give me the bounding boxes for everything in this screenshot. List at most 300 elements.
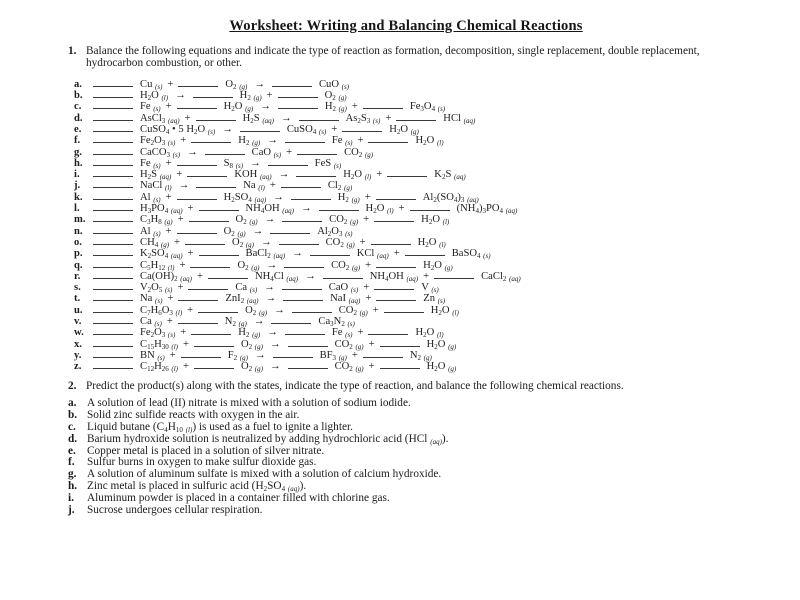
state-label: (s) [167,331,176,340]
plus-operator: + [165,101,172,113]
state-label: (aq) [463,116,476,125]
state-label: (s) [483,252,491,261]
reaction-arrow: → [260,101,271,113]
chemical-formula: CaCO$_3$ (s) [140,146,181,159]
answer-blank [196,185,236,188]
state-label: (s) [167,139,176,148]
chemical-formula: $CO_2$ (g) [344,146,374,159]
predict-item-label: d. [68,432,78,445]
chemical-formula: Cu (s) [140,78,163,91]
state-label: (s) [153,105,161,114]
chemical-formula: $H_2O$ (l) [417,236,446,249]
state-label: (s) [155,297,163,306]
chemical-formula: $Fe_2O_3$ (s) [140,135,176,148]
answer-blank [288,366,328,369]
reaction-arrow: → [269,361,281,373]
chemical-formula: $O_2$ (g) [245,304,268,317]
answer-blank [282,219,322,222]
equation-row [68,350,744,361]
chemical-formula: $H_2$ (g) [239,90,262,103]
predict-item-text: Sucrose undergoes cellular respiration. [87,503,263,516]
state-label: (l) [364,173,372,182]
equation-label: c. [74,101,82,113]
answer-blank [299,118,339,121]
answer-blank [296,174,336,177]
state-label: (s) [235,161,244,170]
state-label: (g) [355,342,364,351]
answer-blank [194,366,234,369]
answer-blank [199,208,239,211]
answer-blank [396,118,436,121]
answer-blank [93,332,133,335]
answer-blank [376,197,416,200]
predict-item-text: A solution of lead (II) nitrate is mixed with a solution of sodium iodide. [87,397,411,410]
reaction-arrow: → [250,157,261,169]
chemical-formula: Fe (s) [331,327,353,340]
answer-blank [271,321,311,324]
chemical-formula: $CO_2$ (g) [331,259,361,272]
predict-item-text: Barium hydroxide solution is neutralized by adding hydrochloric acid (HCl (aq)). [87,432,449,446]
reaction-arrow: → [278,169,290,181]
equation-row [68,237,744,248]
equation-label: v. [74,316,82,328]
chemical-formula: Al (s) [140,191,161,204]
chemical-formula: Ca (s) [235,282,258,295]
answer-blank [268,163,308,166]
answer-blank [410,208,450,211]
plus-operator: + [398,203,405,215]
answer-blank [93,242,133,245]
reaction-arrow: → [252,225,264,237]
chemical-formula: $BF_3$ (g) [319,349,347,362]
answer-blank [380,366,420,369]
answer-blank [191,140,231,143]
state-label: (s) [437,297,446,306]
state-label: (g) [160,240,170,249]
reaction-arrow: → [253,316,265,328]
answer-blank [297,152,337,155]
plus-operator: + [359,236,366,248]
predict-item [68,493,744,505]
plus-operator: + [368,338,375,350]
state-label: (s) [347,320,355,329]
reaction-arrow: → [269,338,281,350]
plus-operator: + [286,146,293,158]
state-label: (aq) [454,173,466,182]
chemical-formula: CuO (s) [318,78,350,91]
equation-label: u. [74,304,83,316]
predict-item [68,434,744,446]
chemical-formula: Al (s) [140,225,161,238]
answer-blank [310,253,350,256]
chemical-formula: $Ca_3N_2$ (s) [318,316,355,329]
state-label: (s) [345,331,353,340]
state-label: (g) [338,94,347,103]
answer-blank [323,276,363,279]
answer-blank [387,174,427,177]
equation-row [68,135,744,146]
state-label: (s) [350,286,359,295]
plus-operator: + [357,327,364,339]
predict-item-text: Liquid butane ($C_4H_{10}$ (l)) is used as a fuel to ignite a lighter. [87,421,353,435]
chemical-formula: HCl (aq) [408,432,442,446]
chemical-formula: $H_2O$ (g) [426,361,457,374]
equation-row [68,180,744,191]
state-label: (g) [254,365,263,374]
equation-row [68,248,744,259]
equation-row [68,192,744,203]
chemical-formula: $CO_2$ (g) [338,304,368,317]
state-label: (l) [175,308,183,317]
plus-operator: + [393,248,400,260]
equation-label: w. [74,327,84,339]
predict-item-text: Copper metal is placed in a solution of silver nitrate. [87,444,325,457]
chemical-formula: $H_2$ (g) [238,135,261,148]
reaction-arrow: → [305,270,316,282]
state-label: (g) [448,365,457,374]
plus-operator: + [177,282,184,294]
chemical-formula: NaCl (l) [140,180,172,193]
equation-label: k. [74,191,83,203]
plus-operator: + [180,135,187,147]
state-label: (g) [444,263,453,272]
chemical-formula: $CO_2$ (g) [325,236,355,249]
answer-blank [405,253,445,256]
answer-blank [178,321,218,324]
equation-row [68,169,744,180]
state-label: (aq) [254,195,267,204]
question-2-number: 2. [68,379,77,392]
chemical-formula: $H_2O$ (g) [423,259,453,272]
answer-blank [272,84,312,87]
answer-blank [178,84,218,87]
answer-blank [368,332,408,335]
answer-blank [374,287,414,290]
predict-item-label: j. [68,503,75,516]
equation-row [68,214,744,225]
state-label: (s) [341,82,350,91]
plus-operator: + [187,203,194,215]
answer-blank [199,253,239,256]
state-label: (l) [185,426,193,435]
answer-blank [284,265,324,268]
answer-blank [281,185,321,188]
answer-blank [363,355,403,358]
chemical-formula: $C_{15}H_{30}$ (l) [140,338,178,351]
state-label: (g) [364,150,374,159]
plus-operator: + [269,180,276,192]
equation-row [68,203,744,214]
equation-row [68,124,744,135]
equation-label: o. [74,236,82,248]
state-label: (s) [153,229,161,238]
state-label: (g) [245,240,255,249]
reaction-arrow: → [175,90,186,102]
equation-row [68,327,744,338]
state-label: (g) [344,184,353,193]
state-label: (l) [436,139,444,148]
predict-list [68,398,744,516]
chemical-formula: $As_2S_3$ (s) [345,112,381,125]
chemical-formula: $H_2O$ (l) [415,327,444,340]
plus-operator: + [165,157,172,169]
chemical-formula: $K_2SO_4$ (aq) [140,248,183,261]
state-label: (s) [333,161,342,170]
plus-operator: + [196,270,203,282]
state-label: (aq) [170,207,183,216]
chemical-formula: $H_2O$ (g) [389,124,419,136]
chemical-formula: $O_2$ (g) [237,259,260,272]
reaction-arrow: → [178,180,190,192]
equation-label: f. [74,135,81,147]
state-label: (aq) [430,437,442,446]
predict-item-text: A solution of aluminum sulfate is mixed with a solution of calcium hydroxide. [87,468,442,481]
equation-row [68,79,744,90]
state-label: (g) [164,218,173,227]
reaction-arrow: → [254,78,265,90]
state-label: (l) [258,184,265,193]
chemical-formula: KCl (aq) [356,248,389,261]
answer-blank [278,95,318,98]
state-label: (aq) [167,116,180,125]
state-label: (l) [171,342,178,351]
state-label: (s) [372,116,381,125]
state-label: (l) [452,308,459,317]
answer-blank [177,163,217,166]
equation-label: l. [74,203,80,215]
answer-blank [93,253,133,256]
answer-blank [194,344,234,347]
chemical-formula: $O_2$ (g) [240,338,263,351]
predict-item-label: e. [68,444,76,457]
answer-blank [93,298,133,301]
equation-label: q. [74,259,83,271]
chemical-formula: AsCl$_3$ (aq) [140,112,180,125]
answer-blank [93,152,133,155]
plus-operator: + [187,304,194,316]
state-label: (g) [249,218,258,227]
state-label: (g) [350,218,359,227]
state-label: (aq) [273,252,286,261]
answer-blank [190,265,230,268]
answer-blank [193,95,233,98]
answer-blank [363,106,403,109]
state-label: (aq) [159,173,172,182]
chemical-formula: $K_2S$ (aq) [434,169,466,182]
plus-operator: + [365,259,372,271]
plus-operator: + [266,90,273,102]
answer-blank [319,208,359,211]
chemical-formula: Zn (s) [423,293,446,306]
answer-blank [384,310,424,313]
chemical-formula: $CH_4$ (g) [140,236,170,249]
reaction-arrow: → [267,327,278,339]
equation-label: b. [74,90,83,102]
chemical-formula: KOH (aq) [234,169,272,182]
reaction-arrow: → [274,304,285,316]
chemical-formula: BN (s) [140,349,165,362]
state-label: (aq) [348,297,361,306]
plus-operator: + [423,270,430,282]
chemical-formula: $H_2$ (g) [337,191,360,204]
state-label: (s) [153,195,161,204]
plus-operator: + [179,259,186,271]
answer-blank [93,174,133,177]
chemical-formula: Fe (s) [331,135,353,148]
state-label: (s) [345,139,353,148]
answer-blank [93,106,133,109]
chemical-formula: $C_3H_8$ (g) [140,214,173,227]
chemical-formula: $C_7H_6O_3$ (l) [140,304,183,317]
equation-list [68,79,744,373]
state-label: (l) [165,184,172,193]
reaction-arrow: → [300,203,312,215]
state-label: (s) [154,320,162,329]
plus-operator: + [372,304,379,316]
chemical-formula: $O_2$ (g) [225,78,248,91]
chemical-formula: $NH_4OH$ (aq) [245,203,294,216]
answer-blank [93,197,133,200]
equation-label: z. [74,361,82,373]
equation-label: r. [74,270,81,282]
answer-blank [270,231,310,234]
predict-item-label: a. [68,397,77,410]
state-label: (g) [338,105,347,114]
equation-row [68,260,744,271]
answer-blank [291,197,331,200]
answer-blank [205,152,245,155]
answer-blank [93,310,133,313]
answer-blank [285,140,325,143]
plus-operator: + [351,101,358,113]
state-label: (aq) [259,173,272,182]
state-label: (aq) [287,485,300,494]
chemical-formula: ZnI$_2$ (aq) [225,293,259,306]
chemical-formula: $H_2O$ (l) [430,304,459,317]
plus-operator: + [363,214,370,226]
predict-item-text: Solid zinc sulfide reacts with oxygen in the air. [87,409,300,422]
predict-item-label: c. [68,421,76,434]
chemical-formula: $H_2SO_4$ (aq) [223,191,267,204]
answer-blank [371,242,411,245]
chemical-formula: $O_2$ (g) [324,90,347,103]
chemical-formula: $F_2$ (g) [227,349,248,362]
equation-label: s. [74,282,81,294]
state-label: (aq) [377,252,389,261]
plus-operator: + [364,191,371,203]
state-label: (aq) [467,195,479,204]
equation-row [68,282,744,293]
plus-operator: + [165,225,172,237]
chemical-formula: $H_2O$ (g) [426,338,457,351]
equation-label: d. [74,112,83,124]
state-label: (s) [164,286,173,295]
answer-blank [93,231,133,234]
state-label: (aq) [406,274,419,283]
reaction-arrow: → [266,259,278,271]
state-label: (aq) [170,252,183,261]
chemical-formula: $H_2SO_4$ (aq) [255,480,300,494]
chemical-formula: $H_2S$ (aq) [140,169,172,182]
reaction-arrow: → [264,214,276,226]
answer-blank [279,242,319,245]
equation-row [68,271,744,282]
answer-blank [93,276,133,279]
plus-operator: + [165,191,172,203]
plus-operator: + [184,112,191,124]
state-label: (s) [207,128,216,136]
answer-blank [93,344,133,347]
chemical-formula: $H_2$ (g) [238,327,261,340]
state-label: (s) [172,150,181,159]
state-label: (g) [338,353,347,362]
state-label: (aq) [246,297,259,306]
state-label: (g) [253,94,262,103]
chemical-formula: NaI (aq) [330,293,361,306]
chemical-formula: $C_{12}H_{26}$ (l) [140,361,178,374]
chemical-formula: $H_2$ (g) [324,101,347,114]
chemical-formula: $Cl_2$ (g) [327,180,353,193]
plus-operator: + [187,248,194,260]
chemical-formula: CaO (s) [328,282,359,295]
state-label: (s) [345,229,353,238]
chemical-formula: $Al_2O_3$ (s) [317,225,353,238]
answer-blank [177,106,217,109]
chemical-formula: Na (s) [140,293,163,306]
plus-operator: + [166,316,173,328]
answer-blank [283,298,323,301]
answer-blank [93,366,133,369]
answer-blank [342,129,382,132]
chemical-formula: BaSO$_4$ (s) [451,248,491,261]
plus-operator: + [167,78,174,90]
state-label: (s) [153,161,161,170]
plus-operator: + [351,349,358,361]
answer-blank [198,310,238,313]
state-label: (s) [437,105,446,114]
equation-label: t. [74,293,81,305]
answer-blank [196,118,236,121]
state-label: (g) [351,195,360,204]
chemical-formula: $NH_4OH$ (aq) [369,270,419,283]
state-label: (g) [448,342,457,351]
chemical-formula: $CO_2$ (g) [334,361,364,374]
answer-blank [93,84,133,87]
chemical-formula: $Fe_3O_4$ (s) [409,101,446,114]
chemical-formula: $N_2$ (g) [224,316,247,329]
predict-item-label: h. [68,480,78,493]
reaction-arrow: → [187,146,198,158]
reaction-arrow: → [265,293,277,305]
chemical-formula: $V_2O_5$ (s) [140,282,173,295]
equation-label: i. [74,169,80,181]
plus-operator: + [174,236,181,248]
answer-blank [376,265,416,268]
question-1 [68,46,744,70]
answer-blank [374,219,414,222]
answer-blank [288,344,328,347]
answer-blank [292,310,332,313]
chemical-formula: BaCl$_2$ (aq) [245,248,286,261]
chemical-formula: $CO_2$ (g) [329,214,359,227]
chemical-formula: CaCl$_2$ (aq) [481,270,521,283]
state-label: (s) [318,128,327,136]
answer-blank [376,298,416,301]
equation-row [68,147,744,158]
state-label: (s) [431,286,439,295]
chemical-formula: $O_2$ (g) [235,214,258,227]
answer-blank [177,231,217,234]
